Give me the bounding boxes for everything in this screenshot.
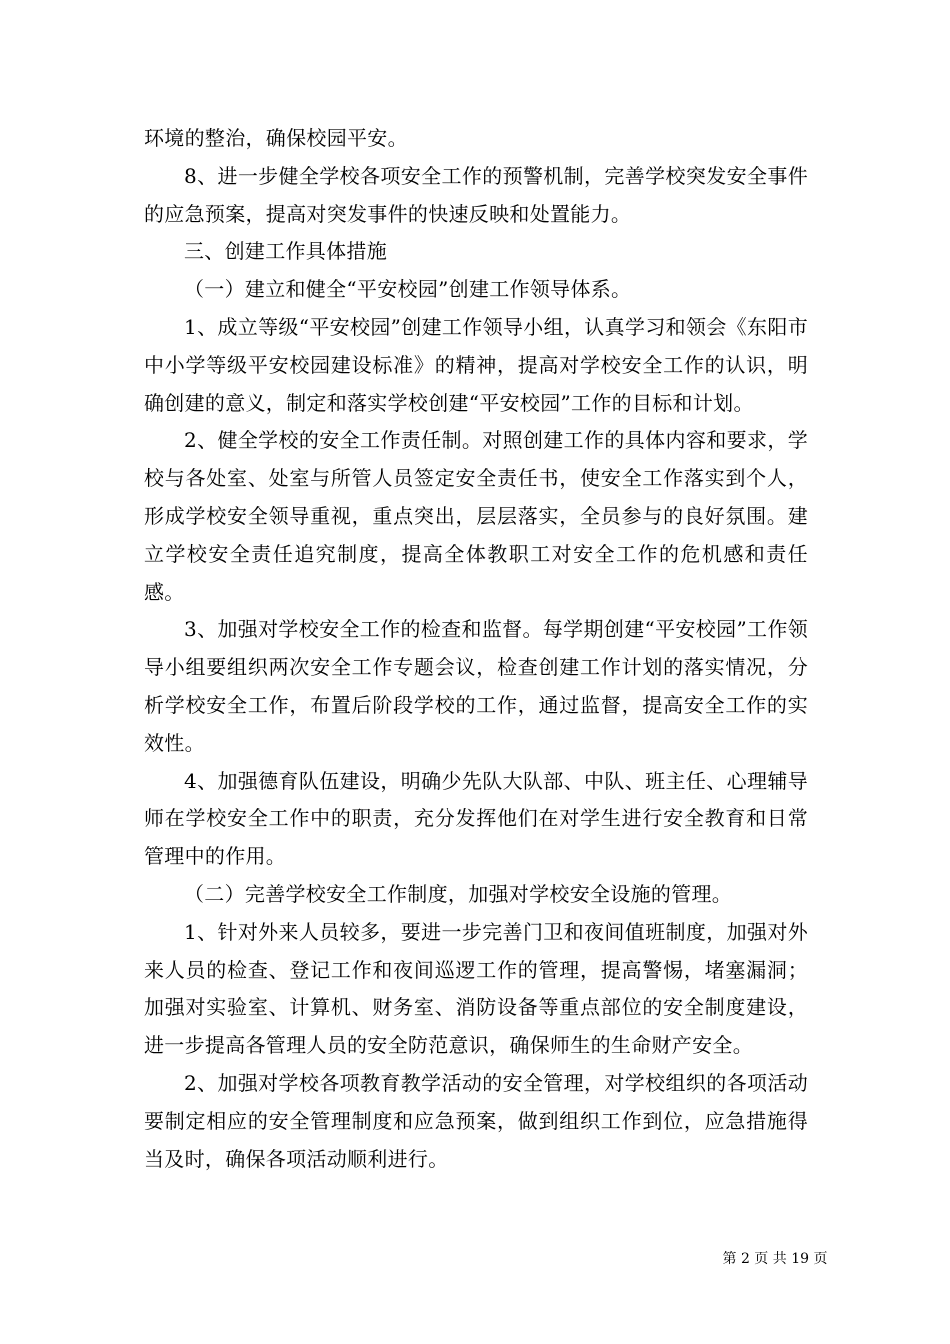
paragraph-item-4: 4、加强德育队伍建设，明确少先队大队部、中队、班主任、心理辅导师在学校安全工作中的职责，充分发挥他们在对学生进行安全教育和日常管理中的作用。 (144, 768, 808, 869)
paragraph-1: 环境的整治，确保校园平安。 (144, 126, 408, 150)
paragraph-2: 8、进一步健全学校各项安全工作的预警机制，完善学校突发安全事件的应急预案，提高对突发事件的快速反映和处置能力。 (144, 163, 808, 226)
paragraph-item-6: 2、加强对学校各项教育教学活动的安全管理，对学校组织的各项活动要制定相应的安全管理制度和应急预案，做到组织工作到位，应急措施得当及时，确保各项活动顺利进行。 (144, 1070, 808, 1171)
paragraph-item-5: 1、针对外来人员较多，要进一步完善门卫和夜间值班制度，加强对外来人员的检查、登记工作和夜间巡逻工作的管理，提高警惕，堵塞漏洞；加强对实验室、计算机、财务室、消防设备等重点部位的安全制度建设，进一步提高各管理人员的安全防范意识，确保师生的生命财产安全。 (144, 919, 808, 1058)
subsection-heading-1: （一）建立和健全“平安校园”创建工作领导体系。 (184, 277, 632, 302)
subsection-heading-2: （二）完善学校安全工作制度，加强对学校安全设施的管理。 (184, 881, 733, 906)
paragraph-item-3: 3、加强对学校安全工作的检查和监督。每学期创建“平安校园”工作领导小组要组织两次安全工作专题会议，检查创建工作计划的落实情况，分析学校安全工作，布置后阶段学校的工作，通过监督，提高安全工作的实效性。 (144, 617, 808, 755)
paragraph-item-2: 2、健全学校的安全工作责任制。对照创建工作的具体内容和要求，学校与各处室、处室与所管人员签定安全责任书，使安全工作落实到个人，形成学校安全领导重视，重点突出，层层落实，全员参与的良好氛围。建立学校安全责任追究制度，提高全体教职工对安全工作的危机感和责任感。 (144, 428, 808, 604)
page-footer: 第 2 页 共 19 页 (722, 1251, 828, 1267)
document-body (144, 120, 808, 1178)
section-heading: 三、创建工作具体措施 (184, 239, 387, 264)
paragraph-item-1: 1、成立等级“平安校园”创建工作领导小组，认真学习和领会《东阳市中小学等级平安校园建设标准》的精神，提高对学校安全工作的认识，明确创建的意义，制定和落实学校创建“平安校园”工作的目标和计划。 (144, 314, 808, 415)
